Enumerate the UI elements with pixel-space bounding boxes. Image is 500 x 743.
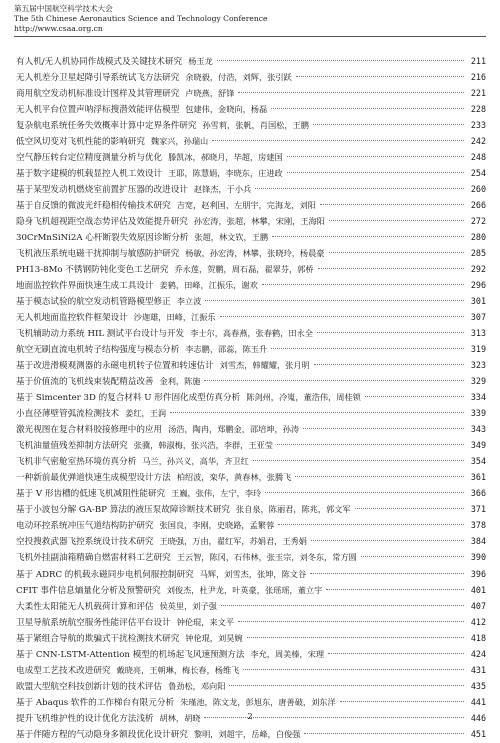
page-number: 2 [247,712,253,722]
toc-entry [16,501,486,517]
toc-entry-title: 提升飞机维护性的设计优化方法浅析 [16,713,154,724]
toc-entry-page: 266 [470,200,486,211]
toc-entry [16,469,486,485]
toc-entry-title: 空投搜救武器飞控系统设计技术研究 [16,537,154,548]
toc-entry [16,149,486,165]
toc-entry-page: 384 [470,536,486,547]
dot-leader [329,252,465,253]
toc-entry-title: 地面监控软件界面快速生成工具设计 [16,281,154,292]
toc-entry-title: 欧盟大型航空科技创新计划的技术评估 [16,681,163,692]
toc-entry-title: 基于小波包分解 GA-BP 算法的液压泵故障诊断技术研究 [16,505,231,516]
toc-entry-authors: 孙宏涛，张超，林攀，宋刚，王海阳 [193,216,325,227]
dot-leader [318,268,464,269]
toc-entry-authors: 陈剑州，冷嵬，董浩伟，周桂锁 [246,392,361,403]
toc-entry-authors: 钟伦琨，刘昊婉 [185,632,243,643]
toc-entry-authors: 卢晓燕，舒锋 [185,88,235,99]
toc-entry-authors: 赵锋杰，于小兵 [193,184,252,195]
toc-entry-title: 基于 Simcenter 3D 的复合材料 U 形件固化成型仿真分析 [16,393,241,404]
toc-entry-title: 飞机液压系统电磁干扰抑制与敏感防护研究 [16,249,180,260]
toc-entry-page: 354 [470,456,486,467]
dot-leader [277,444,464,445]
dot-leader [221,605,464,606]
dot-leader [220,316,464,317]
toc-entry-page: 412 [470,616,486,627]
dot-leader [271,348,464,349]
toc-entry-title: 空气静压转台定位精度测量分析与优化 [16,153,163,164]
dot-leader [304,733,464,734]
toc-entry-page: 435 [470,680,486,691]
toc-entry-page: 424 [470,648,486,659]
toc-entry [16,582,486,598]
toc-entry [16,533,486,549]
toc-entry-authors: 李士尔，高春燕，张春鹤，田永全 [190,328,313,339]
toc-entry-title: 低空风切变对飞机性能的影响研究 [16,137,145,148]
toc-entry-title: 飞机外挂副油箱精确自燃雷材料工艺研究 [16,553,171,564]
toc-entry-page: 431 [470,664,486,675]
toc-entry-page: 441 [470,696,486,707]
toc-entry-authors: 魏家兴，孙瑞山 [150,136,209,147]
toc-entry-authors: 王耶，陈慧娟，李晓东，庄进政 [168,168,283,179]
toc-entry-authors: 侯英里，刘子强 [159,600,217,611]
toc-entry [16,437,486,453]
dot-leader [262,284,464,285]
toc-entry-page: 334 [470,392,486,403]
toc-entry-page: 371 [470,504,486,515]
toc-entry-authors: 张国良，李刚，史晓路，孟繁蓉 [159,520,275,531]
dot-leader [365,396,464,397]
toc-entry-title: 隐身飞机超视距空战态势评估及效能提升研究 [16,217,188,228]
toc-entry-page: 366 [470,488,486,499]
toc-entry-title: 基于伴随方程的气动隐身多额段优化设计研究 [16,729,188,740]
dot-leader [243,669,464,670]
toc-entry-authors: 王巍，张伟，左宁，李玲 [171,488,262,499]
dot-leader [287,172,464,173]
dot-leader [253,460,464,461]
toc-entry-page: 407 [470,600,486,611]
toc-entry-authors: 鲁劲松，邓向阳 [168,680,226,691]
toc-entry [16,101,486,117]
toc-entry [16,117,486,133]
toc-entry-authors: 马辉，刘雪杰，张坤，陈文谷 [199,568,307,579]
toc-entry-title: 复杂航电系统任务失效概率计算中定界条件研究 [16,121,197,132]
toc-entry [16,229,486,245]
conference-title-cn: 第五届中国航空科学技术大会 [14,4,113,13]
toc-entry-page: 254 [470,168,486,179]
toc-entry-page: 221 [470,88,486,99]
toc-entry-title: 有人机/无人机协同作战模式及关键技术研究 [16,57,183,67]
toc-entry [16,678,486,694]
toc-entry [16,181,486,197]
toc-entry-page: 446 [470,712,486,723]
dot-leader [355,508,464,509]
toc-entry-title: 飞机油量值残差抑制方法研究 [16,441,128,452]
toc-entry-authors: 余晓毅，付浩，刘辉，张引跃 [185,72,292,83]
toc-entry-page: 343 [470,424,486,435]
toc-entry-title: 基于价值流的飞机线束装配精益改善 [16,377,154,388]
toc-entry-authors: 滕凯冰，郝晓月，毕超，房建国 [168,152,283,163]
toc-entry-authors: 李志鹏，邵蕊，陈玉升 [185,344,268,355]
toc-entry [16,566,486,582]
dot-leader [265,492,464,493]
toc-entry-authors: 戴晓亮，王朝琳，梅长春，杨维飞 [116,664,240,675]
toc-entry-page: 418 [470,632,486,643]
toc-entry-page: 396 [470,568,486,579]
toc-entry-authors: 王晓强，万由，翟红军，苏娟君，王秀娟 [159,536,307,547]
toc-entry [16,646,486,662]
toc-entry-title: 商用航空发动机标准设计图样及其管理研究 [16,89,180,100]
toc-entry-title: 基于 ADRC 的机载永磁同步电机伺服控制研究 [16,569,194,580]
conference-url: http://www.csaa.org.cn [14,24,103,33]
toc-entry [16,53,486,69]
dot-leader [313,124,464,125]
toc-entry-title: 基于模态试验的航空发动机管路模型修正 [16,297,171,308]
toc-entry-page: 301 [470,296,486,307]
dot-leader [204,380,464,381]
toc-entry-page: 216 [470,72,486,83]
dot-leader [238,621,464,622]
toc-entry-authors: 张超，林文钦，王鹏 [194,232,269,243]
toc-entry-authors: 杨敏，孙宏涛，林攀，张晓玲，杨晨豪 [185,248,325,259]
toc-entry-title: CFIT 事件信息熵量化分析及预警研究 [16,585,161,596]
toc-entry [16,85,486,101]
dot-leader [255,188,464,189]
toc-entry [16,341,486,357]
toc-entry-authors: 王云智，陈冈，石伟林，张玉宗，刘冬东，常方圆 [176,552,357,563]
toc-entry-page: 248 [470,152,486,163]
dot-leader [314,364,464,365]
dot-leader [238,92,464,93]
toc-entry-page: 228 [470,104,486,115]
dot-leader [326,589,464,590]
toc-entry-title: 基于紧组合导航的欺骗式干扰检测技术研究 [16,633,180,644]
toc-entry [16,373,486,389]
toc-entry-page: 361 [470,472,486,483]
toc-entry-page: 323 [470,360,486,371]
conference-header [14,4,486,34]
toc-entry-page: 378 [470,520,486,531]
toc-entry-authors: 李允，周美榛，宋理 [250,648,325,659]
toc-entry-authors: 汤浩，陶冉，郑鹏金，邵培坤，孙涛 [168,424,300,435]
header-rule [14,36,486,37]
dot-leader [361,556,464,557]
toc-entry-title: 基于自反馈的微波光纤稳相传输技术研究 [16,201,171,212]
toc-entry-page: 390 [470,552,486,563]
toc-entry-title: 电成型工艺技术改进研究 [16,665,111,676]
toc-entry-title: 一种新前最优弹道快速生成模型设计方法 [16,473,171,484]
toc-entry-title: 基于改进滑模观测器的永磁电机转子位置和转速估计 [16,361,214,372]
dot-leader [303,428,464,429]
dot-leader [296,76,464,77]
toc-entry [16,293,486,309]
toc-entry-authors: 孙雪莉，张帆，肖国松，王鹏 [202,120,309,131]
toc-entry-page: 292 [470,264,486,275]
toc-entry [16,421,486,437]
toc-entry-title: 飞机辅助动力系统 HIL 测试平台设计与开发 [16,329,185,340]
dot-leader [340,701,464,702]
toc-entry-title: PH13-8Mo 不锈钢防钝化变色工艺研究 [16,265,169,276]
toc-entry-authors: 张骥，韩淑梅，张兴浩，李群，王亚莹 [133,440,273,451]
toc-entry-page: 349 [470,440,486,451]
toc-entry [16,405,486,421]
toc-entry [16,133,486,149]
toc-entry [16,630,486,646]
toc-entry-title: 无人机地面监控软件框架设计 [16,313,128,324]
toc-entry-page: 296 [470,280,486,291]
toc-entry [16,694,486,710]
toc-entry-authors: 包建伟，金晓向，杨磊 [185,104,268,115]
toc-entry-page: 211 [470,56,486,66]
toc-entry [16,277,486,293]
dot-leader [170,412,464,413]
toc-entry-page: 242 [470,136,486,147]
toc-entry-authors: 柏绍波，栾华，黄春林，张腾飞 [176,472,292,483]
toc-entry [16,325,486,341]
toc-entry [16,598,486,614]
toc-entry-authors: 吉宽，赵利国，左朋宇，完海龙，刘阳 [176,200,316,211]
toc-entry-authors: 乔永莲，贺鹏，周石磊，翟翠芬，郭桥 [174,264,314,275]
toc-entry [16,389,486,405]
toc-entry-title: 基于 Abaqus 软件的工作梯台有限元分析 [16,697,175,708]
toc-entry-page: 280 [470,232,486,243]
dot-leader [205,300,464,301]
toc-entry-authors: 钟伦琨，来文平 [176,616,235,627]
toc-entry [16,309,486,325]
toc-entry-authors: 刘雪杰，韩耀耀，张月明 [219,360,310,371]
toc-entry [16,485,486,501]
dot-leader [328,653,464,654]
toc-entry-page: 233 [470,120,486,131]
dot-leader [287,156,464,157]
toc-entry [16,614,486,630]
dot-leader [229,685,464,686]
toc-entry-authors: 李立波 [176,296,202,307]
toc-entry-page: 313 [470,328,486,339]
dot-leader [271,108,464,109]
dot-leader [310,573,464,574]
toc-entry-authors: 杨玉龙 [188,56,213,66]
dot-leader [311,540,464,541]
toc-entry [16,213,486,229]
toc-entry-authors: 马兰，孙兴义，高华，齐卫红 [142,456,249,467]
dot-leader [329,220,464,221]
toc-entry-title: 基于 V 形齿槽的低速飞机减阻性能研究 [16,489,166,500]
toc-entry-title: 电动环控系统冲压气道结构防护研究 [16,521,154,532]
toc-entry-page: 339 [470,408,486,419]
toc-entry-authors: 胡林，胡晓 [159,712,201,723]
toc-entry [16,165,486,181]
toc-entry-authors: 朱瑾池，陈文龙，彭旭东，唐善破，刘东洋 [180,696,336,707]
toc-entry-page: 401 [470,584,486,595]
table-of-contents [16,53,486,742]
toc-entry-title: 飞机非气密舱室热环境仿真分析 [16,457,137,468]
toc-entry-authors: 沙迦雄，田峰，江振乐 [133,312,216,323]
toc-entry-title: 无人机差分卫星起降引导系统试飞方法研究 [16,73,180,84]
dot-leader [278,524,464,525]
toc-entry-authors: 刘俊杰，杜尹龙，叶英豪，张瑶瑶，董立宇 [166,584,323,595]
toc-entry [16,453,486,469]
dot-leader [320,204,464,205]
toc-entry-page: 272 [470,216,486,227]
toc-entry-title: 航空无刷直流电机转子结构强度与模态分析 [16,345,180,356]
toc-entry-page: 285 [470,248,486,259]
toc-entry-title: 无人机平台位置声呐浮标搜潜效能评估模型 [16,105,180,116]
dot-leader [217,60,464,61]
toc-entry-authors: 黎明，刘超宇，岳峰，白俊强 [193,728,301,739]
toc-entry-page: 451 [470,728,486,739]
toc-entry [16,261,486,277]
dot-leader [295,476,464,477]
toc-entry-title: 激光视图在复合材料胶接修理中的应用 [16,425,163,436]
toc-entry-title: 卫星导航系统航空服务性能评估平台设计 [16,617,171,628]
toc-entry [16,357,486,373]
dot-leader [247,637,464,638]
toc-entry-title: 大柔性太阳能无人机载荷计算和评估 [16,601,154,612]
dot-leader [317,332,464,333]
toc-entry-authors: 张自泉，陈丽君，陈兆，郭文军 [236,504,351,515]
toc-entry [16,69,486,85]
toc-entry-authors: 金利，陈施 [159,376,201,387]
dot-leader [272,236,464,237]
toc-entry [16,517,486,533]
toc-entry-page: 307 [470,312,486,323]
toc-entry-page: 319 [470,344,486,355]
toc-entry-title: 小直径薄壁管弧流检测技术 [16,409,120,420]
toc-entry-title: 30CrMnSiNi2A 心杆断裂失效原因诊断分析 [16,233,189,244]
dot-leader [212,140,464,141]
toc-entry [16,549,486,565]
toc-entry-title: 基于 CNN-LSTM-Attention 模型的机场起飞风速预测方法 [16,649,245,660]
toc-entry-page: 260 [470,184,486,195]
toc-entry-title: 基于数字建模的机载显控人机工效设计 [16,169,163,180]
toc-entry-authors: 姜鹤，田峰，江振乐，谢欢 [159,280,258,291]
toc-entry [16,662,486,678]
toc-entry [16,197,486,213]
toc-entry [16,726,486,742]
toc-entry-title: 基于某型发动机燃烧室前置扩压器的改进设计 [16,185,188,196]
toc-entry-page: 329 [470,376,486,387]
toc-entry [16,245,486,261]
toc-entry-authors: 姜红，王润 [125,408,167,419]
conference-title-en: The 5th Chinese Aeronautics Science and Technology Conference [14,14,268,23]
